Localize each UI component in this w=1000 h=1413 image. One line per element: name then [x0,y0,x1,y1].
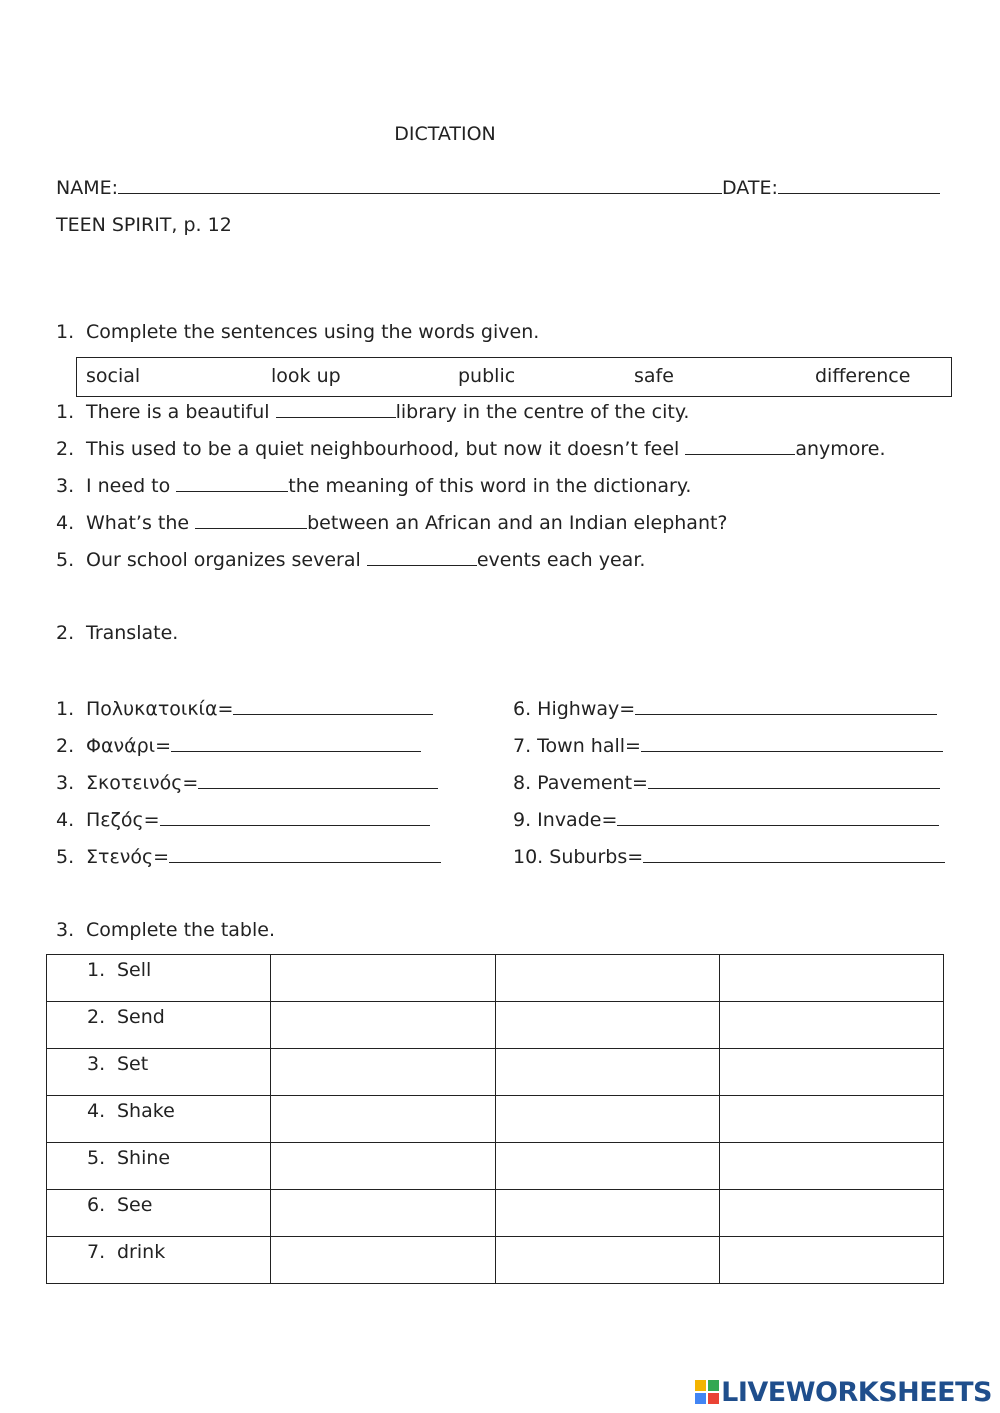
liveworksheets-logo [695,1377,992,1409]
table-row [47,1237,944,1284]
answer-cell[interactable] [719,1143,943,1190]
exercise3-instruction: Complete the table. [86,919,275,941]
sentence-1: 1. There is a beautiful library in the centre of the city. [56,401,690,423]
translation-input[interactable] [641,733,943,752]
word-bank-item: look up [271,365,341,387]
verb-table [46,954,944,1284]
answer-cell[interactable] [495,1190,719,1237]
word-bank-item: public [458,365,516,387]
answer-cell[interactable] [719,1096,943,1143]
answer-cell[interactable] [719,1002,943,1049]
word-bank [76,357,952,397]
exercise1-heading: 1. Complete the sentences using the words given. [56,321,540,343]
blank-input[interactable] [276,399,396,418]
translate-item-6: 6. Highway= [513,696,937,721]
answer-cell[interactable] [495,1096,719,1143]
word-bank-item: safe [634,365,674,387]
translate-item-4: 4. Πεζός= [56,807,430,832]
answer-cell[interactable] [271,1190,495,1237]
translate-item-3: 3. Σκοτεινός= [56,770,438,795]
sentence-2: 2. This used to be a quiet neighbourhood, but now it doesn’t feel anymore. [56,438,886,460]
translate-item-7: 7. Town hall= [513,733,943,758]
blank-input[interactable] [685,436,795,455]
verb-cell: 4. Shake [47,1096,271,1143]
translation-input[interactable] [233,696,433,715]
answer-cell[interactable] [495,1002,719,1049]
table-row [47,1190,944,1237]
table-row [47,1096,944,1143]
verb-cell: 2. Send [47,1002,271,1049]
verb-cell: 5. Shine [47,1143,271,1190]
translate-item-9: 9. Invade= [513,807,939,832]
source-reference: TEEN SPIRIT, p. 12 [56,214,232,236]
name-line [56,175,940,200]
translate-item-1: 1. Πολυκατοικία= [56,696,433,721]
translation-input[interactable] [198,770,438,789]
table-row [47,955,944,1002]
answer-cell[interactable] [719,955,943,1002]
blank-input[interactable] [195,510,307,529]
sentence-5: 5. Our school organizes several events each year. [56,549,646,571]
answer-cell[interactable] [495,1049,719,1096]
translate-item-5: 5. Στενός= [56,844,441,869]
sentence-4: 4. What’s the between an African and an Indian elephant? [56,512,728,534]
answer-cell[interactable] [271,1096,495,1143]
sentence-3: 3. I need to the meaning of this word in the dictionary. [56,475,692,497]
exercise1-instruction: Complete the sentences using the words given. [86,321,540,343]
date-label: DATE: [722,177,778,199]
translation-input[interactable] [617,807,939,826]
table-row [47,1143,944,1190]
liveworksheets-logo-icon [695,1380,719,1404]
word-bank-item: social [86,365,141,387]
translation-input[interactable] [648,770,940,789]
verb-cell: 3. Set [47,1049,271,1096]
name-label: NAME: [56,177,119,199]
table-row [47,1002,944,1049]
blank-input[interactable] [176,473,288,492]
answer-cell[interactable] [495,1143,719,1190]
answer-cell[interactable] [719,1190,943,1237]
translate-item-2: 2. Φανάρι= [56,733,421,758]
answer-cell[interactable] [271,1237,495,1284]
answer-cell[interactable] [271,1143,495,1190]
translate-item-8: 8. Pavement= [513,770,940,795]
translation-input[interactable] [643,844,945,863]
name-field[interactable] [118,175,722,194]
answer-cell[interactable] [719,1049,943,1096]
answer-cell[interactable] [495,1237,719,1284]
translation-input[interactable] [169,844,441,863]
answer-cell[interactable] [271,955,495,1002]
page-title: DICTATION [394,123,496,145]
exercise2-heading: 2. Translate. [56,622,179,644]
answer-cell[interactable] [495,955,719,1002]
word-bank-item: difference [815,365,911,387]
verb-cell: 1. Sell [47,955,271,1002]
date-field[interactable] [778,175,940,194]
exercise3-heading: 3. Complete the table. [56,919,275,941]
exercise2-instruction: Translate. [86,622,179,644]
table-row [47,1049,944,1096]
translate-item-10: 10. Suburbs= [513,844,945,869]
verb-cell: 6. See [47,1190,271,1237]
translation-input[interactable] [635,696,937,715]
answer-cell[interactable] [719,1237,943,1284]
liveworksheets-logo-text: LIVEWORKSHEETS [721,1377,992,1408]
answer-cell[interactable] [271,1002,495,1049]
translation-input[interactable] [160,807,430,826]
verb-cell: 7. drink [47,1237,271,1284]
blank-input[interactable] [367,547,477,566]
answer-cell[interactable] [271,1049,495,1096]
translation-input[interactable] [171,733,421,752]
